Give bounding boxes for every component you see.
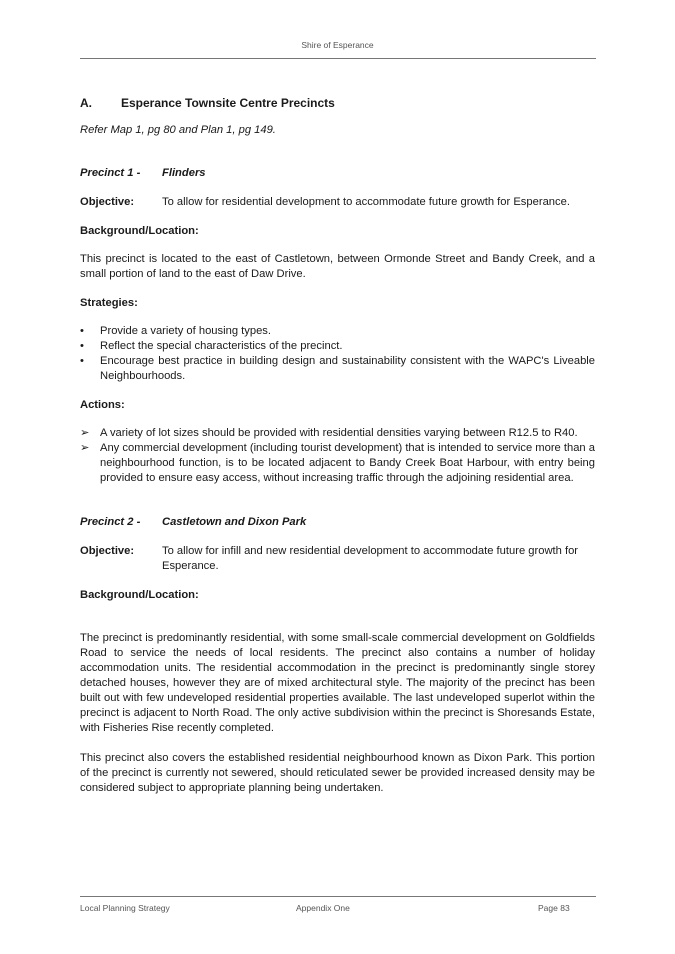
precinct-1-title — [80, 166, 595, 181]
footer-page-number: Page 83 — [538, 903, 570, 913]
page-content — [80, 96, 595, 796]
objective-label: Objective: — [80, 545, 135, 557]
actions-heading: Actions: — [80, 399, 125, 411]
section-heading — [80, 96, 595, 111]
precinct-1-background-text: This precinct is located to the east of Castletown, between Ormonde Street and Bandy Creek, and a small portion of land to the east of Daw Drive. — [80, 253, 595, 280]
list-item: • Reflect the special characteristics of the precinct. — [80, 340, 343, 352]
precinct-2-name: Castletown and Dixon Park — [162, 516, 307, 528]
precinct-2-number: Precinct 2 - — [80, 516, 141, 528]
actions-list — [80, 426, 595, 486]
section-letter: A. — [80, 96, 92, 110]
map-reference: Refer Map 1, pg 80 and Plan 1, pg 149. — [80, 124, 276, 136]
precinct-1-objective — [80, 195, 595, 210]
arrow-bullet-icon: ➢ — [80, 427, 90, 439]
strategies-heading: Strategies: — [80, 297, 138, 309]
objective-text: To allow for residential development to accommodate future growth for Esperance. — [162, 196, 570, 208]
footer-left: Local Planning Strategy — [80, 903, 170, 913]
page-header: Shire of Esperance — [301, 40, 374, 50]
strategies-list — [80, 324, 595, 384]
precinct-2-title — [80, 515, 595, 530]
precinct-1-name: Flinders — [162, 167, 206, 179]
section-title: Esperance Townsite Centre Precincts — [121, 96, 335, 110]
footer-divider — [80, 896, 596, 897]
precinct-2-background-text: The precinct is predominantly residential, with some small-scale commercial development on Goldfields Road to service the needs of local residents. The precinct also contains a number of holiday accommodation units. The residential accommodation in the precinct is predominantly single storey detached houses, however they are of mixed architectural style. The majority of the precinct has been built out with few undeveloped residential properties available. The last undeveloped superlot within the precinct is adjacent to North Road. The only active subdivision within the precinct is Shoresands Estate, with Fisheries Rise recently completed. — [80, 632, 595, 734]
bullet-icon: • — [80, 325, 84, 337]
list-item: • Provide a variety of housing types. — [80, 325, 272, 337]
list-item: • Encourage best practice in building design and sustainability consistent with the WAPC's Liveable Neighbourhoods. — [80, 355, 595, 382]
bullet-icon: • — [80, 355, 84, 367]
objective-label: Objective: — [80, 196, 135, 208]
list-item: ➢ A variety of lot sizes should be provided with residential densities varying between R12.5 to R40. — [80, 427, 578, 439]
precinct-2-objective — [80, 544, 595, 574]
arrow-bullet-icon: ➢ — [80, 442, 90, 454]
header-divider — [80, 58, 596, 59]
precinct-1-number: Precinct 1 - — [80, 167, 141, 179]
objective-text: To allow for infill and new residential development to accommodate future growth for Esperance. — [162, 545, 579, 572]
precinct-2-dixon-park-text: This precinct also covers the established residential neighbourhood known as Dixon Park. This portion of the precinct is currently not sewered, should reticulated sewer be provided increased density may be considered subject to appropriate planning being undertaken. — [80, 752, 595, 794]
footer-center: Appendix One — [296, 903, 350, 913]
precinct-2-background-heading: Background/Location: — [80, 589, 199, 601]
bullet-icon: • — [80, 340, 84, 352]
list-item: ➢ Any commercial development (including tourist development) that is intended to service more than a neighbourhood function, is to be located adjacent to Bandy Creek Boat Harbour, with entry being provided to ensure easy access, without increasing traffic through the adjoining residential area. — [80, 442, 595, 484]
precinct-1-background-heading: Background/Location: — [80, 225, 199, 237]
